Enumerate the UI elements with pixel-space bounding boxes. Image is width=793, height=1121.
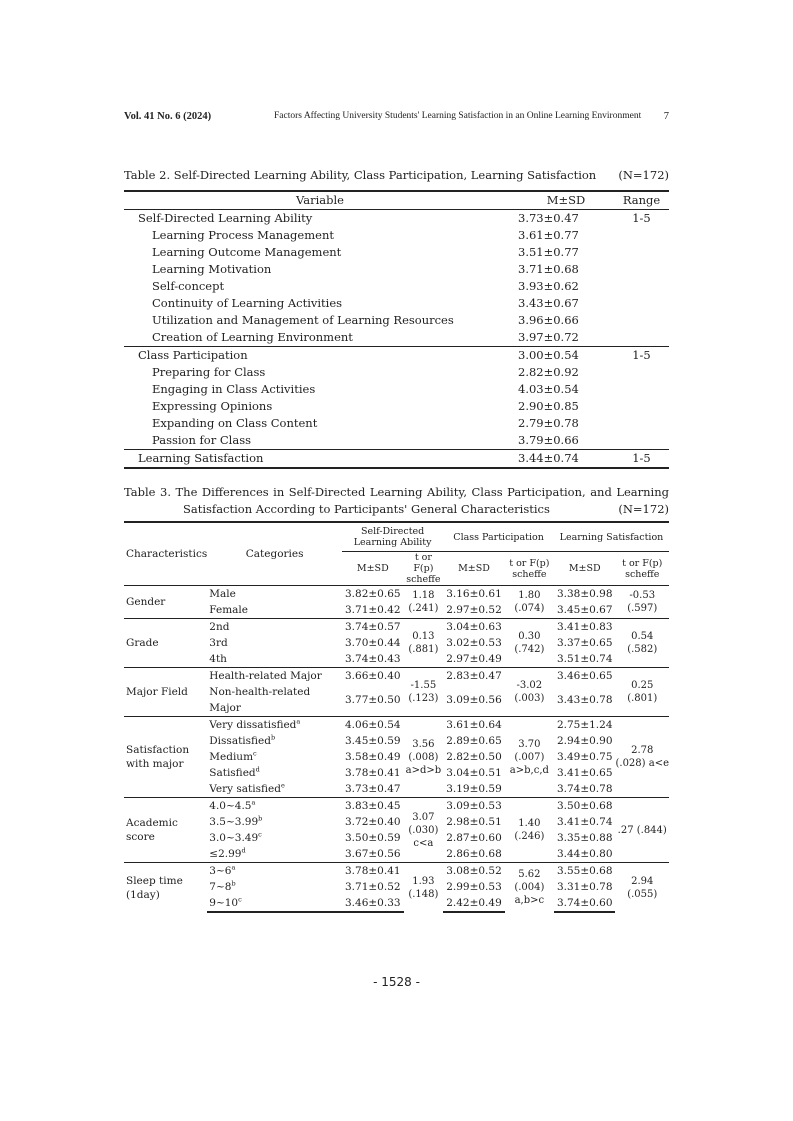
table3-col-ls: Learning Satisfaction — [554, 522, 669, 552]
table2-variable: Engaging in Class Activities — [152, 382, 316, 396]
table3-cp-msd: 2.98±0.51 — [446, 816, 502, 828]
table3-category — [207, 895, 342, 912]
table2-msd: 4.03±0.54 — [518, 382, 579, 396]
table3-cp-msd: 3.09±0.56 — [446, 694, 502, 706]
table3-ls-msd: 2.75±1.24 — [554, 717, 616, 734]
table2-n: (N=172) — [618, 168, 669, 182]
table3-cp-msd: 3.04±0.63 — [443, 619, 505, 636]
table2-msd: 3.93±0.62 — [518, 279, 579, 293]
table2-variable: Learning Motivation — [152, 262, 272, 276]
table2-range: 1-5 — [632, 211, 651, 225]
table3-col-msd-1: M±SD — [342, 552, 404, 586]
table3-cp-msd: 2.89±0.65 — [446, 735, 502, 747]
table3-sdla-msd: 3.78±0.41 — [345, 767, 401, 779]
table-row — [124, 227, 669, 244]
table3 — [124, 521, 669, 913]
table2-msd: 3.61±0.77 — [518, 228, 579, 242]
table2 — [124, 190, 669, 469]
table3-n: (N=172) — [618, 502, 669, 516]
table3-col-characteristics: Characteristics — [124, 522, 207, 586]
table3-ls-msd: 3.51±0.74 — [556, 653, 613, 665]
table2-range — [614, 261, 669, 278]
table3-category-label: 9~10 — [209, 897, 239, 909]
table3-caption-line1: Table 3. The Differences in Self-Directed Learning Ability, Class Participation, and Learning — [124, 485, 669, 499]
table3-ls-test: 2.78 (.028) a<e — [615, 717, 669, 798]
table3-category-label: 4th — [209, 653, 227, 665]
table3-ls-msd: 3.44±0.80 — [556, 848, 613, 860]
table3-caption-line2: Satisfaction According to Participants' General Characteristics — [183, 502, 550, 516]
table2-col-range: Range — [614, 191, 669, 210]
table3-category-superscript: a — [296, 717, 301, 726]
table3-ls-test: 2.94 (.055) — [615, 863, 669, 913]
table3-sdla-msd: 3.58±0.49 — [345, 751, 401, 763]
table2-range — [614, 227, 669, 244]
table2-range — [614, 415, 669, 432]
table3-ls-test: 0.54 (.582) — [615, 619, 669, 668]
table2-range — [614, 312, 669, 329]
table3-header-row-1 — [124, 522, 669, 552]
table2-caption-text: Table 2. Self-Directed Learning Ability, Class Participation, Learning Satisfaction — [124, 168, 597, 182]
table3-cp-msd: 2.97±0.52 — [446, 604, 502, 616]
table3-sdla-test: 1.18 (.241) — [404, 586, 444, 619]
table3-cp-msd: 3.19±0.59 — [446, 783, 502, 795]
table3-cp-msd: 2.86±0.68 — [446, 848, 502, 860]
table2-range — [614, 278, 669, 295]
table3-col-msd-2: M±SD — [443, 552, 505, 586]
table3-cp-test: 1.40 (.246) — [505, 798, 554, 863]
table3-category — [207, 602, 342, 619]
table3-ls-msd: 3.46±0.65 — [554, 668, 616, 685]
table3-category-superscript: c — [253, 749, 257, 758]
table3-category-superscript: d — [241, 846, 246, 855]
table3-sdla-msd: 3.67±0.56 — [345, 848, 401, 860]
table3-ls-test: .27 (.844) — [615, 798, 669, 863]
table-row — [124, 863, 669, 880]
table2-range: 1-5 — [614, 450, 669, 469]
table-row — [124, 717, 669, 734]
table3-category — [207, 879, 342, 895]
table3-sdla-msd: 3.72±0.40 — [345, 816, 401, 828]
table3-cp-test: 3.70 (.007) a>b,c,d — [505, 717, 554, 798]
table2-variable: Utilization and Management of Learning Resources — [152, 313, 454, 327]
table3-cp-msd: 3.61±0.64 — [443, 717, 505, 734]
table3-category — [207, 651, 342, 668]
table3-sdla-msd: 4.06±0.54 — [342, 717, 404, 734]
table3-col-cp: Class Participation — [443, 522, 554, 552]
table-row — [124, 415, 669, 432]
table3-cp-test: -3.02 (.003) — [505, 668, 554, 717]
table2-col-msd: M±SD — [516, 191, 614, 210]
table3-ls-msd: 3.43±0.78 — [556, 694, 613, 706]
table3-cp-msd: 2.99±0.53 — [446, 881, 502, 893]
table3-sdla-msd: 3.45±0.59 — [345, 735, 401, 747]
table3-sdla-msd: 3.66±0.40 — [342, 668, 404, 685]
table2-variable: Expressing Opinions — [152, 399, 273, 413]
page-footer: - 1528 - — [373, 975, 420, 989]
table2-variable: Passion for Class — [152, 433, 252, 447]
table2-range — [614, 398, 669, 415]
table2-msd: 2.82±0.92 — [518, 365, 579, 379]
table3-cp-msd: 2.42±0.49 — [443, 895, 505, 912]
table3-sdla-msd: 3.71±0.42 — [345, 604, 401, 616]
table-row — [124, 210, 669, 228]
table3-category — [207, 749, 342, 765]
table3-category-superscript: e — [280, 781, 285, 790]
table3-body — [124, 586, 669, 913]
table3-ls-msd: 3.45±0.67 — [556, 604, 613, 616]
table3-sdla-msd: 3.70±0.44 — [345, 637, 401, 649]
table-row — [124, 312, 669, 329]
running-header — [124, 111, 669, 127]
table2-variable: Learning Outcome Management — [152, 245, 342, 259]
table3-category-superscript: c — [238, 895, 242, 904]
table3-ls-msd: 3.74±0.78 — [556, 783, 613, 795]
table3-category-superscript: b — [231, 879, 236, 888]
table3-category-label: 3~6 — [209, 865, 232, 877]
table3-category — [207, 635, 342, 651]
table3-col-msd-3: M±SD — [554, 552, 616, 586]
table3-category — [207, 781, 342, 798]
table3-cp-test: 1.80 (.074) — [505, 586, 554, 619]
table3-category-label: Medium — [209, 751, 254, 763]
table3-ls-msd: 3.55±0.68 — [554, 863, 616, 880]
table3-cp-msd: 3.02±0.53 — [446, 637, 502, 649]
table-row — [124, 347, 669, 365]
table3-category — [207, 619, 342, 636]
table3-category-label: Non-health-related Major — [209, 686, 311, 714]
table-row — [124, 450, 669, 469]
journal-volume: Vol. 41 No. 6 (2024) — [124, 111, 212, 122]
table-row — [124, 798, 669, 815]
table3-cp-test: 5.62 (.004) a,b>c — [505, 863, 554, 913]
table2-header-row — [124, 191, 669, 210]
table2-msd: 2.90±0.85 — [518, 399, 579, 413]
table3-category-label: 3rd — [209, 637, 228, 649]
table3-category — [207, 863, 342, 880]
table3-sdla-msd: 3.73±0.47 — [345, 783, 401, 795]
table-row — [124, 295, 669, 312]
table3-col-sdla: Self-Directed Learning Ability — [342, 522, 443, 552]
table3-cp-msd: 3.04±0.51 — [446, 767, 502, 779]
table2-variable: Preparing for Class — [152, 365, 266, 379]
table3-col-tf-1: t or F(p) scheffe — [404, 552, 444, 586]
table2-range: 1-5 — [614, 347, 669, 365]
table3-category-label: Dissatisfied — [209, 735, 271, 747]
table2-variable: Expanding on Class Content — [152, 416, 318, 430]
table2-msd: 3.51±0.77 — [518, 245, 579, 259]
table2-variable: Self-concept — [152, 279, 225, 293]
table-row — [124, 364, 669, 381]
table2-range — [614, 329, 669, 347]
table3-category-label: 4.0~4.5 — [209, 800, 252, 812]
table-row — [124, 668, 669, 685]
table3-sdla-msd: 3.82±0.65 — [342, 586, 404, 603]
table3-cp-msd: 3.16±0.61 — [443, 586, 505, 603]
table3-category-label: Satisfied — [209, 767, 256, 779]
table2-variable: Learning Satisfaction — [124, 450, 516, 469]
running-title: Factors Affecting University Students' Learning Satisfaction in an Online Learning Environment — [274, 111, 642, 121]
table2-range — [614, 364, 669, 381]
table-row — [124, 619, 669, 636]
table3-category-label: 2nd — [209, 621, 230, 633]
table3-ls-msd: 2.94±0.90 — [556, 735, 613, 747]
table3-category — [207, 586, 342, 603]
table3-sdla-msd: 3.78±0.41 — [342, 863, 404, 880]
table3-ls-msd: 3.31±0.78 — [556, 881, 613, 893]
table2-msd: 3.43±0.67 — [518, 296, 579, 310]
table3-category-superscript: a — [231, 863, 236, 872]
table2-range — [614, 244, 669, 261]
table3-category — [207, 765, 342, 781]
table3-ls-msd: 3.38±0.98 — [554, 586, 616, 603]
table3-category-label: Very dissatisfied — [209, 719, 297, 731]
table2-msd: 3.44±0.74 — [516, 450, 614, 469]
table2-variable: Learning Process Management — [152, 228, 334, 242]
table3-sdla-msd: 3.74±0.57 — [342, 619, 404, 636]
table3-ls-test: 0.25 (.801) — [615, 668, 669, 717]
table3-cp-msd: 3.09±0.53 — [443, 798, 505, 815]
table3-category-label: 3.5~3.99 — [209, 816, 259, 828]
table3-category — [207, 814, 342, 830]
table2-body — [124, 210, 669, 469]
table3-category-superscript: b — [270, 733, 276, 742]
table2-col-variable: Variable — [124, 191, 516, 210]
table3-sdla-msd: 3.46±0.33 — [342, 895, 404, 912]
table2-variable: Creation of Learning Environment — [152, 330, 353, 344]
table3-sdla-msd: 3.83±0.45 — [342, 798, 404, 815]
table2-msd: 3.97±0.72 — [518, 330, 579, 344]
table2-caption — [124, 168, 669, 182]
table-row — [124, 586, 669, 603]
table3-category-label: Health-related Major — [209, 670, 322, 682]
table3-sdla-msd: 3.71±0.52 — [345, 881, 401, 893]
table-row — [124, 244, 669, 261]
table3-category — [207, 684, 342, 717]
table-row — [124, 278, 669, 295]
table3-category — [207, 733, 342, 749]
table3-characteristic: Sleep time (1day) — [124, 863, 207, 913]
table3-sdla-msd: 3.74±0.43 — [345, 653, 401, 665]
table3-characteristic: Gender — [124, 586, 207, 619]
table3-sdla-test: 1.93 (.148) — [404, 863, 444, 913]
table3-sdla-test: 0.13 (.881) — [404, 619, 444, 668]
table-row — [124, 398, 669, 415]
table3-col-categories: Categories — [207, 522, 342, 586]
table3-cp-msd: 2.97±0.49 — [446, 653, 502, 665]
table3-category — [207, 798, 342, 815]
table3-sdla-msd: 3.50±0.59 — [345, 832, 401, 844]
table3-sdla-test: -1.55 (.123) — [404, 668, 444, 717]
table3-ls-msd: 3.41±0.65 — [556, 767, 613, 779]
table3-ls-msd: 3.50±0.68 — [554, 798, 616, 815]
table3-category-label: Female — [209, 604, 248, 616]
table2-range — [614, 295, 669, 312]
table3-sdla-test: 3.56 (.008) a>d>b — [404, 717, 444, 798]
table3-sdla-msd: 3.77±0.50 — [345, 694, 401, 706]
table3-col-tf-3: t or F(p) scheffe — [615, 552, 669, 586]
table2-msd: 3.96±0.66 — [518, 313, 579, 327]
table3-category-label: Male — [209, 588, 236, 600]
table3-category-superscript: a — [251, 798, 256, 807]
table2-variable: Continuity of Learning Activities — [152, 296, 343, 310]
table3-ls-msd: 3.37±0.65 — [556, 637, 613, 649]
table2-range — [614, 381, 669, 398]
table3-category-label: Very satisfied — [209, 783, 281, 795]
table3-characteristic: Satisfaction with major — [124, 717, 207, 798]
table3-ls-msd: 3.49±0.75 — [556, 751, 613, 763]
table3-category-superscript: d — [255, 765, 260, 774]
table3-category-label: 3.0~3.49 — [209, 832, 259, 844]
table-row — [124, 381, 669, 398]
table3-cp-msd: 2.87±0.60 — [446, 832, 502, 844]
table3-ls-msd: 3.41±0.83 — [554, 619, 616, 636]
table3-category — [207, 717, 342, 734]
table3-ls-msd: 3.74±0.60 — [554, 895, 616, 912]
table3-cp-msd: 2.82±0.50 — [446, 751, 502, 763]
table3-category-superscript: b — [258, 814, 263, 823]
table3-ls-msd: 3.41±0.74 — [556, 816, 613, 828]
table3-category-label: 7~8 — [209, 881, 232, 893]
table3-col-tf-2: t or F(p) scheffe — [505, 552, 554, 586]
page-number: 7 — [663, 111, 669, 122]
table2-msd: 3.00±0.54 — [516, 347, 614, 365]
table3-category — [207, 846, 342, 863]
table3-caption — [124, 484, 669, 518]
table3-characteristic: Major Field — [124, 668, 207, 717]
table-row — [124, 329, 669, 347]
table3-cp-test: 0.30 (.742) — [505, 619, 554, 668]
table3-cp-msd: 2.83±0.47 — [443, 668, 505, 685]
table2-range — [614, 432, 669, 450]
table3-cp-msd: 3.08±0.52 — [443, 863, 505, 880]
table3-ls-test: -0.53 (.597) — [615, 586, 669, 619]
table3-category — [207, 668, 342, 685]
table2-msd: 2.79±0.78 — [518, 416, 579, 430]
table2-variable: Class Participation — [124, 347, 516, 365]
table3-sdla-test: 3.07 (.030) c<a — [404, 798, 444, 863]
table3-category-superscript: c — [258, 830, 262, 839]
table2-msd: 3.79±0.66 — [518, 433, 579, 447]
table3-characteristic: Academic score — [124, 798, 207, 863]
table2-msd: 3.73±0.47 — [518, 211, 579, 225]
table2-variable: Self-Directed Learning Ability — [138, 211, 313, 225]
table3-category — [207, 830, 342, 846]
table-row — [124, 261, 669, 278]
table2-msd: 3.71±0.68 — [518, 262, 579, 276]
table3-characteristic: Grade — [124, 619, 207, 668]
table-row — [124, 432, 669, 450]
table3-ls-msd: 3.35±0.88 — [556, 832, 613, 844]
table3-category-label: ≤2.99 — [209, 848, 242, 860]
